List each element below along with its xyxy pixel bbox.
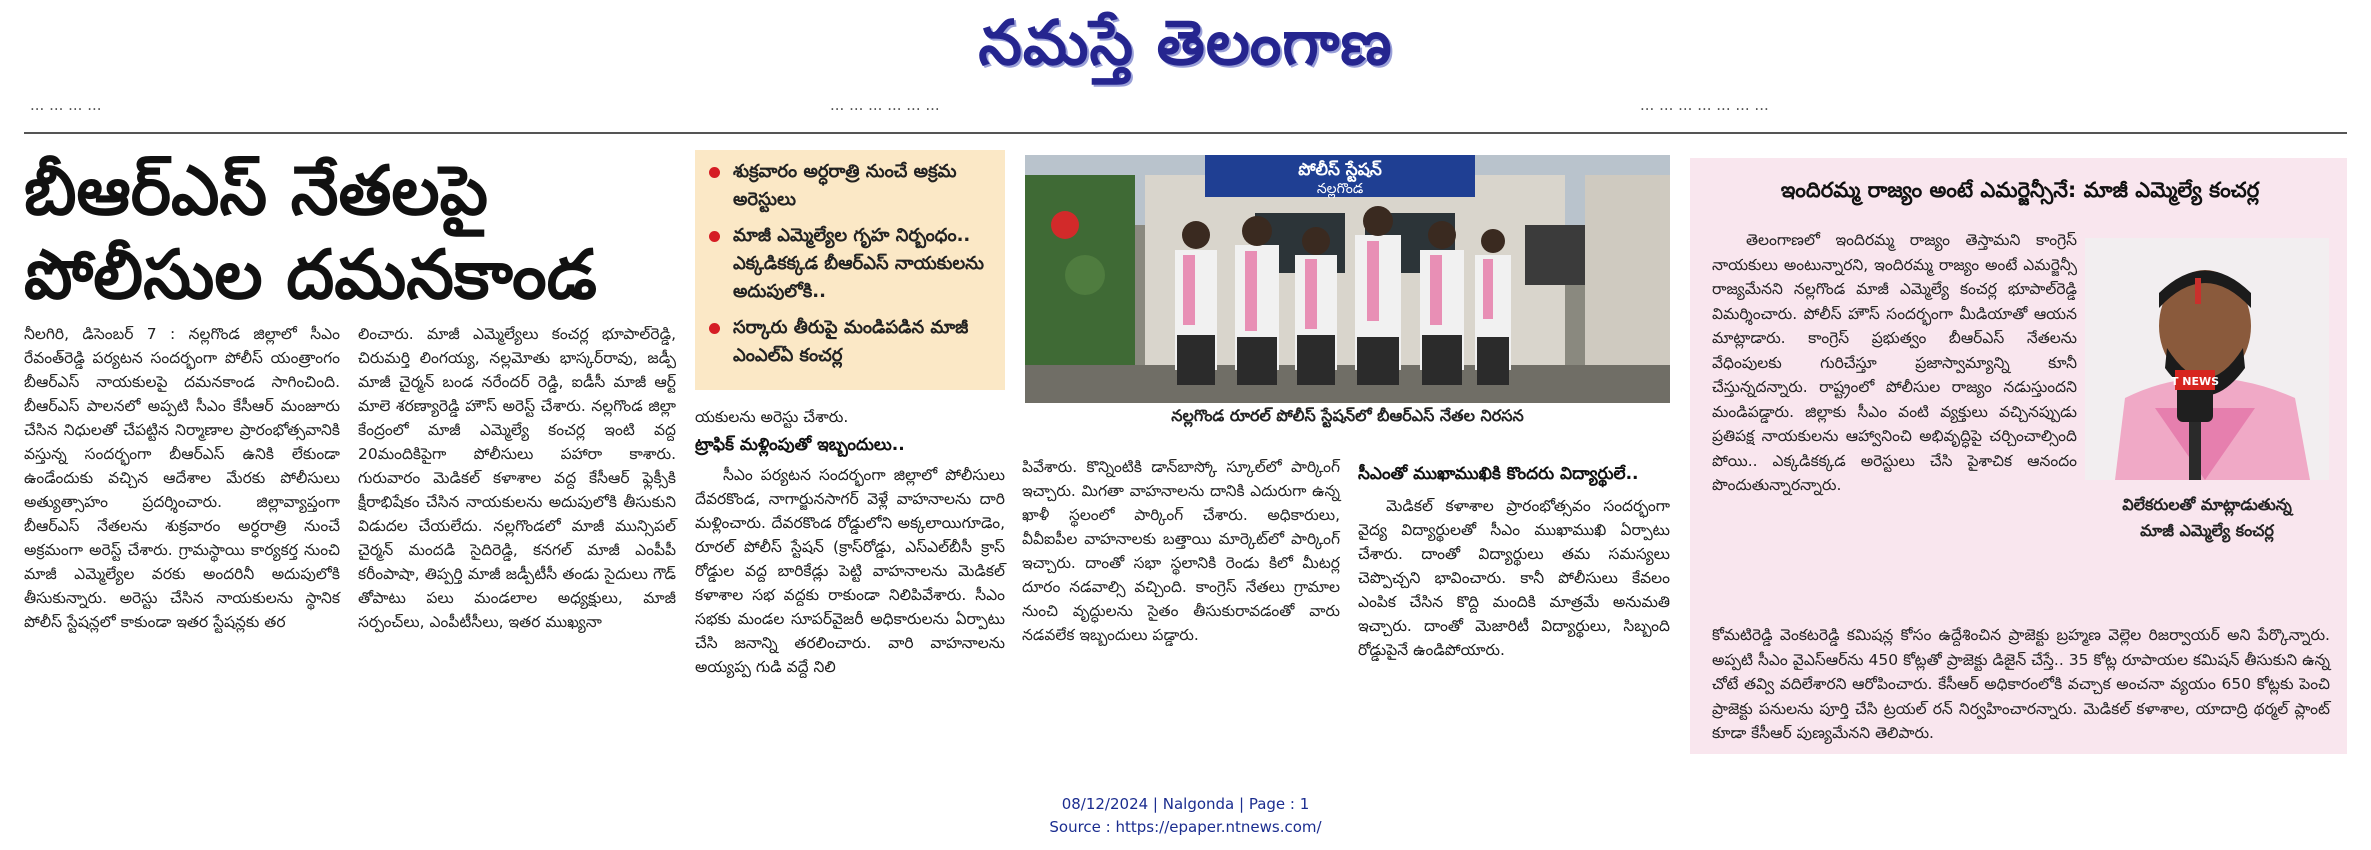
top-strip [0, 92, 2371, 120]
mic-logo-text: T NEWS [2170, 375, 2220, 388]
strip-text-mid: ... ... ... ... ... ... [830, 96, 940, 114]
highlight-item: సర్కారు తీరుపై మండిపడిన మాజీ ఎంఎల్ఏ కంచర్ల [707, 314, 995, 370]
protest-photo-illustration [1025, 155, 1670, 403]
photo-caption: నల్లగొండ రూరల్ పోలీస్ స్టేషన్‌లో బీఆర్ఎస్ నేతల నిరసన [1171, 406, 1524, 425]
highlights-box [695, 150, 1005, 390]
story-column-1: నీలగిరి, డిసెంబర్ 7 : నల్లగొండ జిల్లాలో సీఎం రేవంత్‌రెడ్డి పర్యటన సందర్భంగా పోలీస్ యంత్రాంగం బీఆర్ఎస్ నాయకులపై దమనకాండ సాగించింది. బీఆర్ఎస్ పాలనలో అప్పటి సీఎం కేసీఆర్ మంజూరు చేసిన నిధులతో చేపట్టిన నిర్మాణాల ప్రారంభోత్సవానికి వస్తున్న సందర్భంగా బీఆర్ఎస్ ఉనికి లేకుండా ఉండేందుకు వచ్చిన ఆదేశాల మేరకు పోలీసులు అత్యుత్సాహం ప్రదర్శించారు. జిల్లావ్యాప్తంగా బీఆర్ఎస్ నేతలను శుక్రవారం అర్ధరాత్రి నుంచే అక్రమంగా అరెస్ట్ చేశారు. గ్రామస్థాయి కార్యకర్త నుంచి మాజీ ఎమ్మెల్యేల వరకు అందరినీ అదుపులోకి తీసుకున్నారు. అరెస్టు చేసిన నాయకులను స్థానిక పోలీస్ స్టేషన్లలో కాకుండా ఇతర స్టేషన్లకు తర [24, 325, 340, 631]
portrait-caption-line-1: విలేకరులతో మాట్లాడుతున్న [2122, 495, 2292, 514]
highlight-item: శుక్రవారం అర్ధరాత్రి నుంచే అక్రమ అరెస్టులు [707, 158, 995, 214]
bullet-dot-icon [709, 167, 720, 178]
strip-text-right: ... ... ... ... ... ... ... [1640, 96, 1769, 114]
subhead-students: సీఎంతో ముఖాముఖికి కొందరు విద్యార్థులే.. [1358, 464, 1639, 484]
story-column-2: లించారు. మాజీ ఎమ్మెల్యేలు కంచర్ల భూపాల్‌రెడ్డి, చిరుమర్తి లింగయ్య, నల్లమోతు భాస్కర్‌రావు, జడ్పీ మాజీ చైర్మన్ బండ నరేందర్ రెడ్డి, ఐడీసీ మాజీ ఆర్ట్ మాలె శరణ్యారెడ్డి హౌస్ అరెస్ట్ చేశారు. నల్లగొండ జిల్లా కేంద్రంలో మాజీ ఎమ్మెల్యే కంచర్ల ఇంటి వద్ద 20మందికిపైగా పోలీసులు పహారా కాశారు. గురువారం మెడికల్ కళాశాల వద్ద కేసీఆర్ ఫ్లెక్సీకి క్షీరాభిషేకం చేసిన నాయకులను అదుపులోకి తీసుకుని విడుదల చేయలేదు. నల్లగొండలో మాజీ మున్సిపల్ చైర్మన్ మందడి సైదిరెడ్డి, కనగల్ మాజీ ఎంపీపీ కరీంపాషా, తిప్పర్తి మాజీ జడ్పీటీసీ తండు సైదులు గౌడ్ తోపాటు పలు మండలాల అధ్యక్షులు, మాజీ సర్పంచ్‌లు, ఎంపీటీసీలు, ఇతర ముఖ్యనా [358, 325, 676, 631]
subhead-traffic: ట్రాఫిక్ మళ్లింపుతో ఇబ్బందులు.. [695, 435, 905, 455]
protest-photo [1025, 155, 1670, 403]
story-column-4: పివేశారు. కొన్నింటికి డాన్‌బాస్కో స్కూల్‌లో పార్కింగ్ ఇచ్చారు. మిగతా వాహనాలను దానికి ఎదురుగా ఉన్న ఖాళీ స్థలంలో పార్కింగ్ చేశారు. అధికారులు, వీవీఐపీల వాహనాలకు బత్తాయి మార్కెట్‌లో పార్కింగ్ ఇచ్చారు. దాంతో సభా స్థలానికి రెండు కిలో మీటర్ల దూరం నడవాల్సి వచ్చింది. కాంగ్రెస్ నేతలు గ్రామాల నుంచి వృద్ధులను సైతం తీసుకురావడంతో వారు నడవలేక ఇబ్బందులు పడ్డారు. [1022, 458, 1340, 644]
headline-line-1: బీఆర్ఎస్ నేతలపై [24, 152, 488, 231]
photo-banner-text-1: పోలీస్ స్టేషన్ [1298, 160, 1382, 180]
story-column-5-body: మెడికల్ కళాశాల ప్రారంభోత్సవం సందర్భంగా వైద్య విద్యార్థులతో సీఎం ముఖాముఖి ఏర్పాటు చేశారు. దాంతో విద్యార్థులు తమ సమస్యలు చెప్పొచ్చని భావించారు. కానీ పోలీసులు కేవలం ఎంపిక చేసిన కొద్ది మందికి మాత్రమే అనుమతి ఇచ్చారు. దాంతో మెజారిటీ విద్యార్థులు, సిబ్బంది రోడ్డుపైనే ఉండిపోయారు. [1358, 497, 1670, 659]
ex-mla-portrait [2085, 238, 2329, 480]
masthead [0, 0, 2371, 92]
bullet-dot-icon [709, 323, 720, 334]
photo-banner-text-2: నల్లగొండ [1316, 181, 1364, 197]
story-column-3-body: సీఎం పర్యటన సందర్భంగా జిల్లాలో పోలీసులు దేవరకొండ, నాగార్జునసాగర్ వెళ్లే వాహనాలను దారి మళ్లించారు. దేవరకొండ రోడ్డులోని అక్కలాయిగూడెం, రూరల్ పోలీస్ స్టేషన్ (క్రాస్‌రోడ్డు, ఎస్ఎల్‌బీసీ క్రాస్ రోడ్డుల వద్ద బారికేడ్లు పెట్టి వాహనాలను మెడికల్ కళాశాల సభ వద్దకు రాకుండా నిలిపివేశారు. సీఎం సభకు మండల సూపర్‌వైజరీ అధికారులను ఏర్పాటు చేసి జనాన్ని తరలించారు. వారి వాహనాలను అయ్యప్ప గుడి వద్దే నిలి [695, 466, 1005, 676]
highlight-item: మాజీ ఎమ్మెల్యేల గృహ నిర్బంధం.. ఎక్కడికక్కడ బీఆర్ఎస్ నాయకులను అదుపులోకి.. [707, 222, 995, 306]
portrait-caption [2085, 492, 2329, 544]
edition-info: 08/12/2024 | Nalgonda | Page : 1 [1061, 795, 1310, 813]
newspaper-logo: నమస్తే తెలంగాణ [978, 6, 1393, 79]
sidebar-body: తెలంగాణలో ఇందిరమ్మ రాజ్యం తెస్తామని కాంగ్రెస్ నాయకులు అంటున్నారని, ఇందిరమ్మ రాజ్యం అంటే ఎమర్జెన్సీ రాజ్యమేనని నల్లగొండ మాజీ ఎమ్మెల్యే కంచర్ల భూపాల్‌రెడ్డి విమర్శించారు. పోలీస్ హౌస్ సందర్భంగా మీడియాతో ఆయన మాట్లాడారు. కాంగ్రెస్ ప్రభుత్వం బీఆర్ఎస్ నేతలను వేధింపులకు గురిచేస్తూ ప్రజాస్వామ్యాన్ని కూనీ చేస్తున్నదన్నారు. రాష్ట్రంలో పోలీసుల రాజ్యం నడుస్తుందని మండిపడ్డారు. జిల్లాకు సీఎం వంటి వ్యక్తులు వచ్చినప్పుడు ప్రతిపక్ష నాయకులను ఆహ్వానించి అభివృద్ధిపై చర్చించాల్సింది పోయి.. ఎక్కడికక్కడ అరెస్టులు చేసి పైశాచిక ఆనందం పొందుతున్నారన్నారు. [1712, 231, 2077, 494]
strip-text-left: ... ... ... ... [30, 96, 102, 114]
story-column-3 [695, 405, 1005, 679]
portrait-illustration [2085, 238, 2329, 480]
sidebar-title: ఇందిరమ్మ రాజ్యం అంటే ఎమర్జెన్సీనే: మాజీ ఎమ్మెల్యే కంచర్ల [1780, 178, 2260, 202]
story-column-5 [1358, 460, 1670, 662]
story-column-3-top: యకులను అరెస్టు చేశారు. [695, 408, 849, 426]
main-headline [24, 150, 684, 318]
portrait-caption-line-2: మాజీ ఎమ్మెల్యే కంచర్ల [2140, 521, 2274, 540]
sidebar-body-lower: కోమటిరెడ్డి వెంకటరెడ్డి కమిషన్ల కోసం ఉద్దేశించిన ప్రాజెక్టు బ్రహ్మణ వెల్లెల రిజర్వాయర్ అని పేర్కొన్నారు. అప్పటి సీఎం వైఎస్ఆర్‌ను 450 కోట్లతో ప్రాజెక్టు డిజైన్ చేస్తే.. 35 కోట్ల రూపాయల కమిషన్ తీసుకుని ఉన్న చోటే తవ్వి వదిలేశారని ఆరోపించారు. కేసీఆర్ అధికారంలోకి వచ్చాక అంచనా వ్యయం 650 కోట్లకు పెంచి ప్రాజెక్టు పనులను పూర్తి చేసి ట్రయల్ రన్ నిర్వహించారన్నారు. మెడికల్ కళాశాల, యాదాద్రి థర్మల్ ప్లాంట్ కూడా కేసీఆర్ పుణ్యమేనని తెలిపారు. [1712, 626, 2330, 742]
bullet-dot-icon [709, 231, 720, 242]
headline-line-2: పోలీసుల దమనకాండ [24, 236, 597, 315]
source-link[interactable]: Source : https://epaper.ntnews.com/ [1049, 818, 1322, 836]
top-rule [24, 132, 2347, 134]
